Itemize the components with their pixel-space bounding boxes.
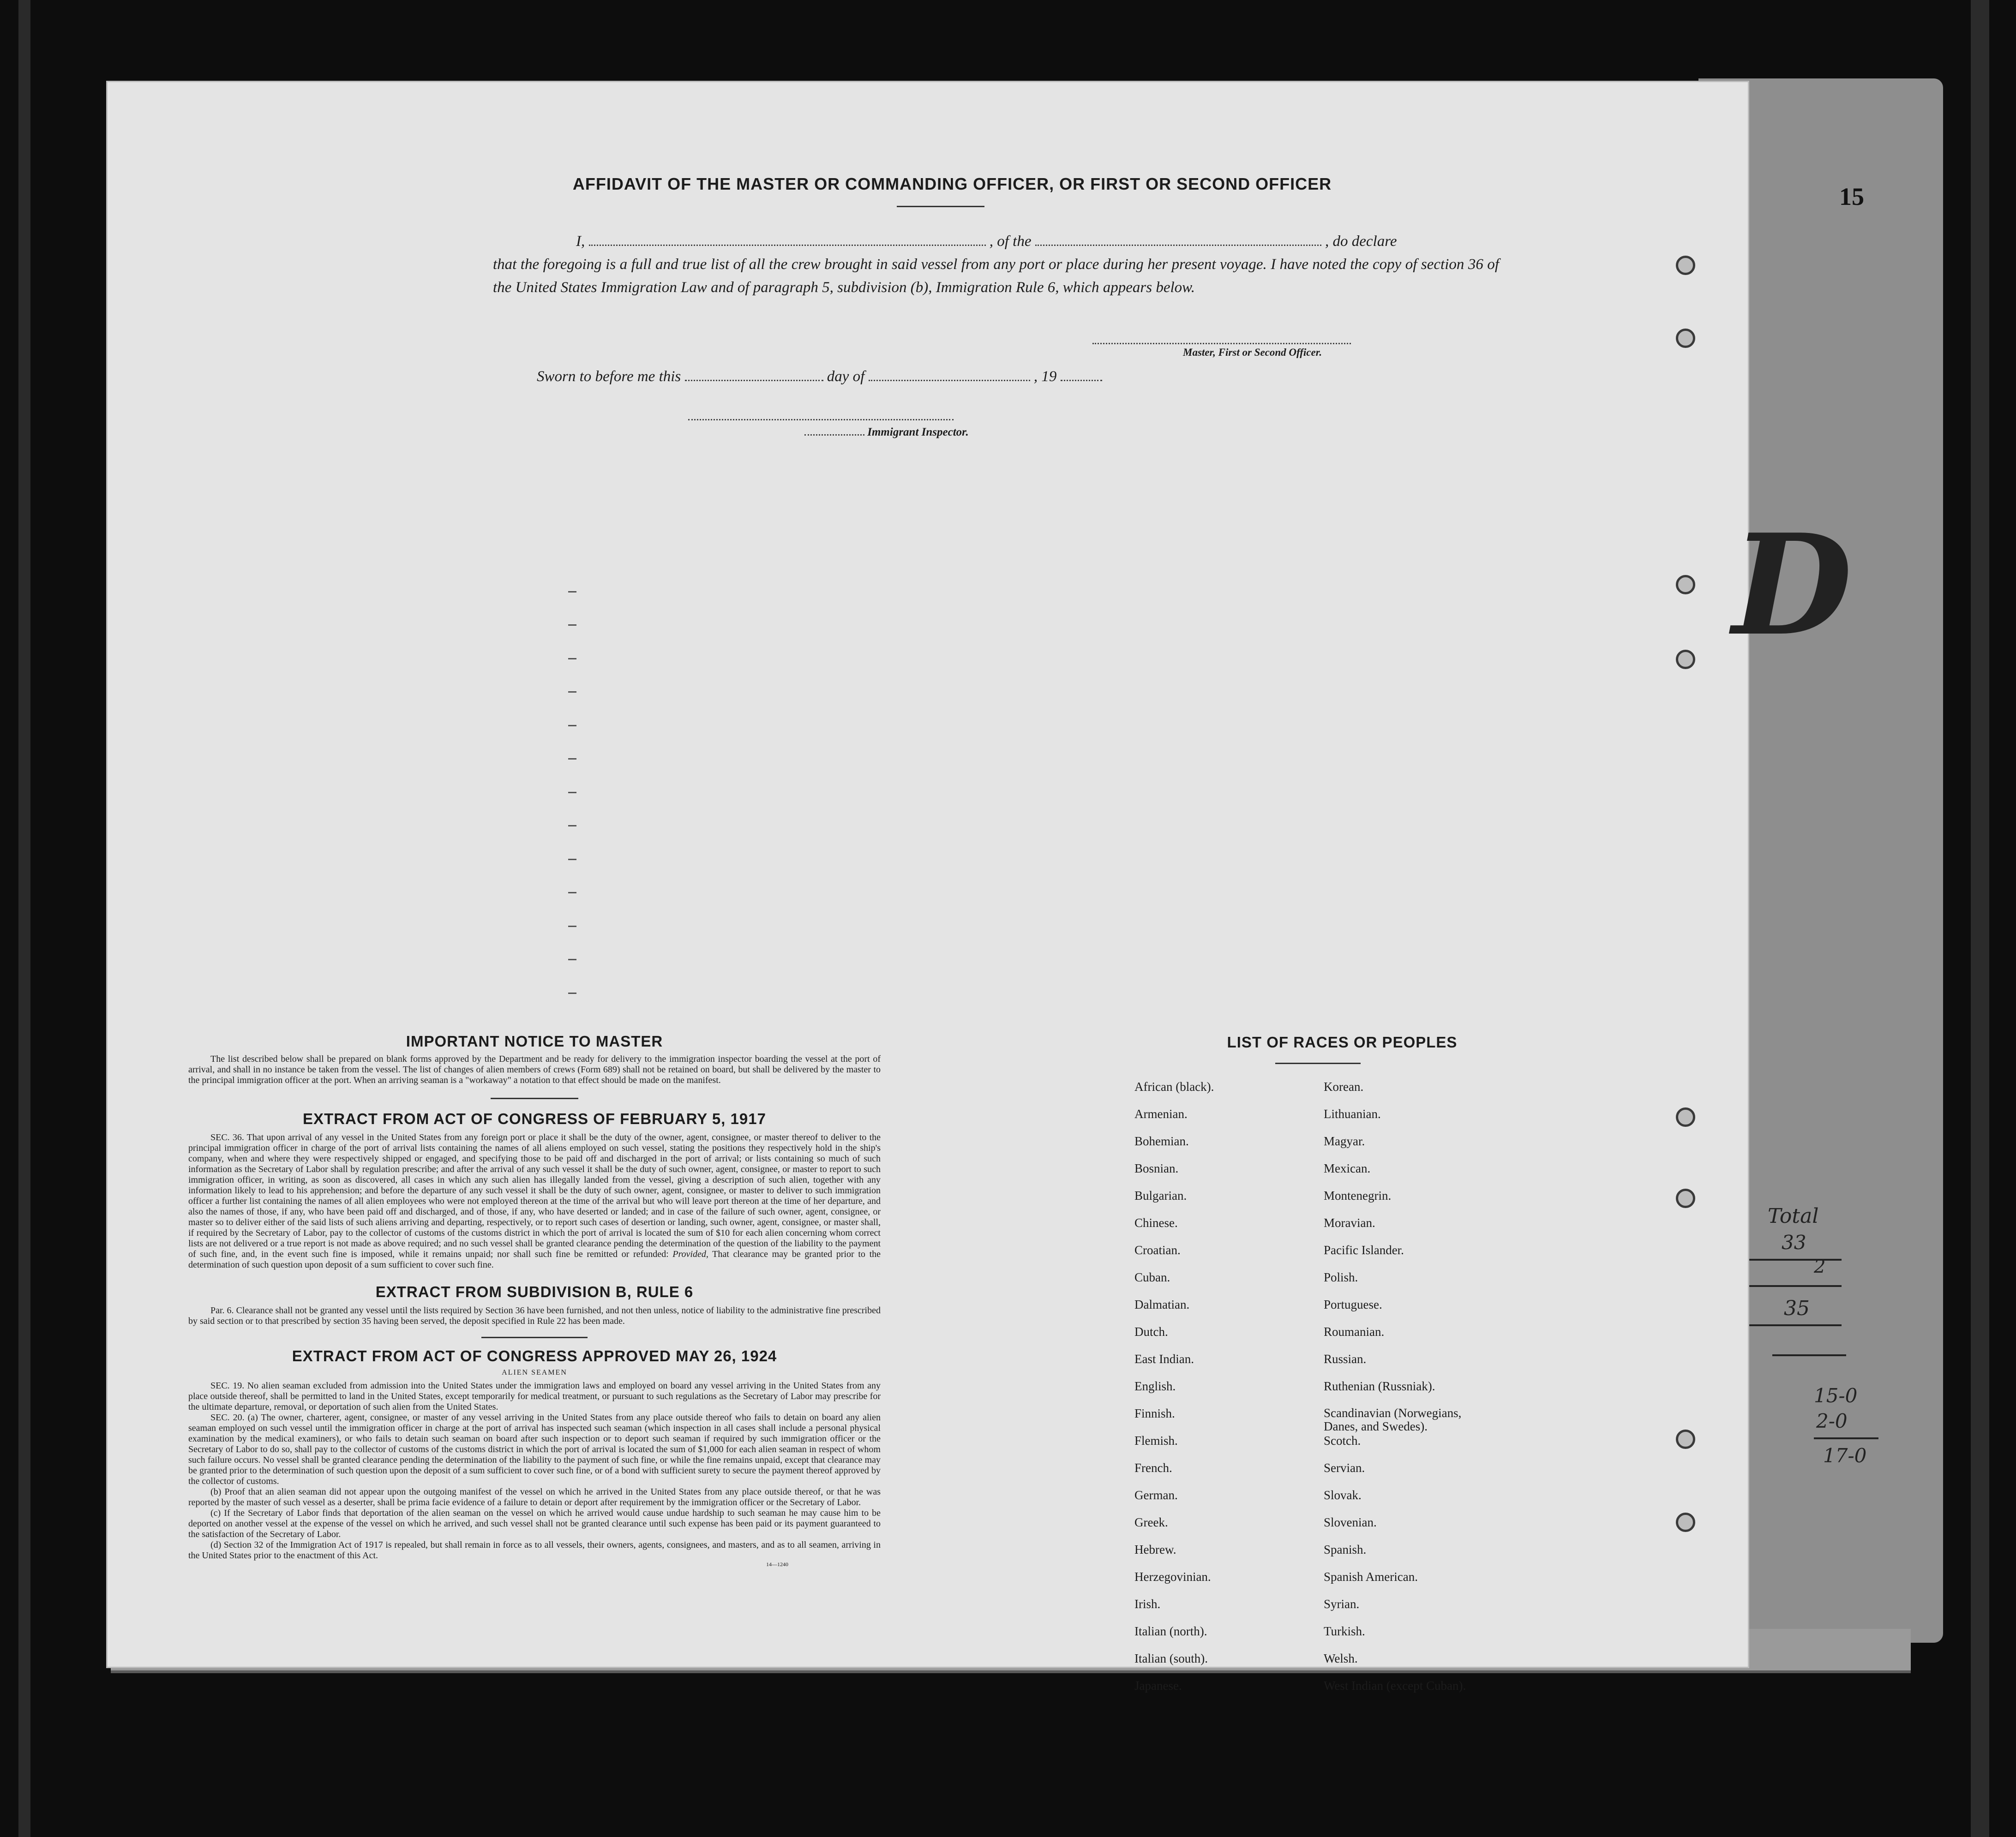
binder-hole (1676, 575, 1695, 594)
proviso-text: That clearance may be granted prior to the determination of such question upon deposit of a sum sufficient to cover such fine. (188, 1249, 881, 1270)
extract-1917-title: EXTRACT FROM ACT OF CONGRESS OF FEBRUARY 5, 1917 (303, 1110, 766, 1127)
ruled-dash (568, 792, 576, 793)
race-item: English. (1134, 1379, 1176, 1393)
handwritten-line-3: 35 (1784, 1297, 1810, 1320)
race-item: Roumanian. (1324, 1325, 1385, 1339)
extract-1924-title: EXTRACT FROM ACT OF CONGRESS APPROVED MAY 26, 1924 (292, 1347, 777, 1364)
race-item: Mexican. (1324, 1161, 1371, 1175)
race-item: Turkish. (1324, 1624, 1365, 1638)
handwritten-underline (1749, 1285, 1842, 1287)
race-item: Armenian. (1134, 1107, 1188, 1121)
handwritten-d: D (1732, 503, 1853, 666)
race-item: Chinese. (1134, 1216, 1178, 1230)
race-item: African (black). (1134, 1080, 1214, 1094)
ruled-dash (568, 926, 576, 927)
race-item: Finnish. (1134, 1406, 1175, 1420)
extract-1917-text (188, 1132, 881, 1270)
handwritten-total-value: 33 (1782, 1231, 1806, 1254)
form-number: 14—1240 (766, 1561, 788, 1568)
race-item: Bulgarian. (1134, 1189, 1187, 1203)
sworn-date-blank[interactable] (685, 375, 823, 381)
race-item: Montenegrin. (1324, 1189, 1392, 1203)
ruled-dash (568, 691, 576, 693)
handwritten-line-6: 17-0 (1823, 1444, 1867, 1467)
notice-title: IMPORTANT NOTICE TO MASTER (406, 1033, 663, 1050)
master-label: Master, First or Second Officer. (1183, 347, 1322, 358)
notice-text: The list described below shall be prepared on blank forms approved by the Department and be ready for delivery to the immigration inspector boarding the vessel at the port of arrival, and shall in no instance be taken from the vessel. The list of changes of alien members of crews (Form 689) shall not be retained on board, but shall be delivered by the master to the principal immigration officer at the port. When an arriving seaman is a "workaway" a notation to that effect should be made on the manifest. (188, 1054, 881, 1085)
race-item: French. (1134, 1461, 1172, 1475)
page-number: 15 (1839, 183, 1864, 210)
inspector-blank[interactable] (804, 430, 864, 436)
ruled-dash (568, 624, 576, 626)
handwritten-underline (1814, 1437, 1878, 1439)
race-item: Magyar. (1324, 1134, 1365, 1148)
inspector-label: Immigrant Inspector. (867, 426, 969, 438)
affidavit-statement (493, 230, 1499, 299)
section-divider (481, 1337, 588, 1338)
race-item: Scandinavian (Norwegians, Danes, and Swedes). (1324, 1406, 1462, 1433)
ruled-dash (568, 725, 576, 726)
race-item: Croatian. (1134, 1243, 1181, 1257)
races-column-2 (1324, 1080, 1490, 1706)
race-item: Slovak. (1324, 1488, 1362, 1502)
race-item: Korean. (1324, 1080, 1364, 1094)
race-item: Flemish. (1134, 1434, 1178, 1448)
sec-36-text: That upon arrival of any vessel in the United States from any foreign port or place it shall be the duty of the owner, agent, consignee, or master thereof to deliver to the principal immigration officer in charge of the port of arrival lists containing the names of all aliens employed on such vessel, stating the positions they respectively hold in the ship's company, when and where they were respectively shipped or engaged, and specifying those to be paid off and discharged in the port of arrival; or lists containing so much of such information as the Secretary of Labor shall by regulation prescribe; and after the arrival of any such vessel it shall be the duty of such owner, agent, consignee, or master to report to such immigration officer, in writing, as soon as discovered, all cases in which any such alien has illegally landed from the vessel, giving a description of such alien, together with any information likely to lead to his apprehension; and before the departure of any such vessel it shall be the duty of such owner, agent, consignee, or master to deliver to such immigration officer a further list containing the names of all alien employees who were not employed thereon at the time of the arrival but who will leave port thereon at the time of her departure, and also the names of those, if any, who have been paid off and discharged, and of those, if any, who have deserted or landed; and in case of the failure of such owner, agent, consignee, or master so to deliver either of the said lists of such aliens arriving and departing, respectively, or to report such cases of desertion or landing, such owner, agent, consignee, or master shall, if required by the Secretary of Labor, pay to the collector of customs of the customs district in which the port of arrival is located the sum of $10 for each alien concerning whom correct lists are not delivered or a true report is not made as above required; and no such vessel shall be granted clearance pending the determination of the question of the liability to the payment of such fine, and, in the event such fine is imposed, while it remains unpaid; nor shall such fine be remitted or refunded: (188, 1132, 881, 1259)
race-item: Greek. (1134, 1515, 1168, 1529)
handwritten-line-5: 2-0 (1816, 1410, 1848, 1432)
ruled-dash (568, 959, 576, 960)
sworn-month-blank[interactable] (869, 375, 1030, 381)
sec-20d-text: (d) Section 32 of the Immigration Act of 1917 is repealed, but shall remain in force as to all vessels, their owners, agents, consignees, and masters, and as to all seamen, arriving in the United States prior to the enactment of this Act. (188, 1540, 881, 1561)
race-item: Welsh. (1324, 1652, 1358, 1665)
sec-19-text: SEC. 19. No alien seaman excluded from admission into the United States under the immigration laws and employed on board any vessel arriving in the United States from any place outside thereof, shall be permitted to land in the United States, except temporarily for medical treatment, or pursuant to such regulations as the Secretary of Labor may prescribe for the ultimate departure, removal, or deportation of such alien from the United States. (188, 1381, 881, 1412)
scan-edge-right (1971, 0, 1989, 1837)
ruled-dash (568, 825, 576, 826)
ruled-dash (568, 658, 576, 659)
race-item: Spanish American. (1324, 1570, 1418, 1584)
of-the-label: , of the (989, 233, 1032, 250)
races-title-underline (1275, 1063, 1361, 1064)
alien-seamen-subtitle: ALIEN SEAMEN (502, 1369, 567, 1376)
affidavit-line-1 (493, 230, 1499, 253)
sec-20a-text: SEC. 20. (a) The owner, charterer, agent, consignee, or master of any vessel arriving in the United States from any place outside thereof who fails to detain on board any alien seaman employed on such vessel until the immigration officer in charge at the port of arrival has inspected such seaman (which inspection in all cases shall include a personal physical examination by the medical examiners), or who fails to detain such seaman on board after such inspection or to deport such seaman if required by such immigration officer or the Secretary of Labor to do so, shall pay to the collector of customs of the customs district in which the port of arrival is located the sum of $1,000 for each alien seaman in respect of whom such failure occurs. No vessel shall be granted clearance pending the determination of the liability to the payment of such fine, or while the fine remains unpaid, except that clearance may be granted prior to the determination of such question upon the deposit of a sum sufficient to cover such fine, or of a bond with sufficient surety to secure the payment thereof approved by the collector of customs. (188, 1412, 881, 1486)
race-item: Japanese. (1134, 1679, 1182, 1693)
sec-36-label: SEC. 36. (210, 1132, 244, 1143)
race-item: East Indian. (1134, 1352, 1194, 1366)
race-item: Spanish. (1324, 1543, 1367, 1556)
race-item: Polish. (1324, 1270, 1358, 1284)
race-item: Lithuanian. (1324, 1107, 1381, 1121)
title-underline (897, 206, 984, 207)
name-blank[interactable] (589, 240, 986, 246)
race-item: Portuguese. (1324, 1298, 1382, 1311)
ruled-dash (568, 591, 576, 592)
sec-20c-text: (c) If the Secretary of Labor finds that deportation of the alien seaman on the vessel on which he arrived would cause undue hardship to such seaman he may cause him to be deported on another vessel at the expense of the vessel on which he arrived, and such vessel shall not be granted clearance until such expense has been paid or its payment guaranteed to the satisfaction of the Secretary of Labor. (188, 1508, 881, 1539)
binder-hole (1676, 1513, 1695, 1532)
race-item: Russian. (1324, 1352, 1367, 1366)
binder-hole (1676, 1107, 1695, 1127)
races-title: LIST OF RACES OR PEOPLES (1227, 1034, 1458, 1051)
affidavit-title: AFFIDAVIT OF THE MASTER OR COMMANDING OFFICER, OR FIRST OR SECOND OFFICER (572, 174, 1332, 193)
race-item: Herzegovinian. (1134, 1570, 1211, 1584)
race-item: Bosnian. (1134, 1161, 1179, 1175)
notices-column (188, 1033, 881, 1568)
race-item: Servian. (1324, 1461, 1365, 1475)
race-item: Syrian. (1324, 1597, 1360, 1611)
year-label: , 19 (1033, 368, 1057, 385)
sworn-year-blank[interactable] (1061, 375, 1102, 381)
handwritten-underline (1749, 1324, 1842, 1326)
race-item: Dalmatian. (1134, 1298, 1190, 1311)
binder-hole (1676, 329, 1695, 348)
binder-hole (1676, 1430, 1695, 1449)
ruled-dash (568, 892, 576, 893)
race-item: Moravian. (1324, 1216, 1375, 1230)
race-item: Bohemian. (1134, 1134, 1189, 1148)
affidavit-i-label: I, (576, 233, 585, 250)
ruled-dash (568, 993, 576, 994)
race-item: Pacific Islander. (1324, 1243, 1404, 1257)
race-item: Irish. (1134, 1597, 1161, 1611)
race-item: Hebrew. (1134, 1543, 1176, 1556)
proviso-label: Provided, (672, 1249, 708, 1259)
binder-hole (1676, 256, 1695, 275)
race-item: Scotch. (1324, 1434, 1361, 1448)
handwritten-total-label: Total (1768, 1204, 1819, 1228)
binder-hole (1676, 650, 1695, 669)
ruled-dash (568, 859, 576, 860)
sec-20b-text: (b) Proof that an alien seaman did not appear upon the outgoing manifest of the vessel on which he arrived in the United States from any place outside thereof, or that he was reported by the master of such vessel as a deserter, shall be prima facie evidence of a failure to detain or deport after requirement by the immigration officer or the Secretary of Labor. (188, 1487, 881, 1508)
race-item: Cuban. (1134, 1270, 1170, 1284)
handwritten-line-4: 15-0 (1814, 1384, 1858, 1407)
race-item: German. (1134, 1488, 1178, 1502)
extract-rule6-text: Par. 6. Clearance shall not be granted any vessel until the lists required by Section 36 have been furnished, and not then unless, notice of liability to the administrative fine prescribed by said section or to that prescribed by section 35 having been served, the deposit specified in Rule 22 has been made. (188, 1305, 881, 1326)
do-declare-label: , do declare (1325, 233, 1397, 250)
sworn-label: Sworn to before me this (537, 368, 681, 385)
sworn-line (537, 368, 1102, 385)
day-of-label: day of (827, 368, 865, 385)
handwritten-underline (1749, 1259, 1842, 1261)
race-item: Slovenian. (1324, 1515, 1377, 1529)
extract-rule6-title: EXTRACT FROM SUBDIVISION B, RULE 6 (375, 1283, 694, 1300)
binder-hole (1676, 1189, 1695, 1208)
inspector-label-row (804, 426, 969, 439)
race-item: West Indian (except Cuban). (1324, 1679, 1466, 1693)
section-divider (491, 1098, 578, 1099)
handwritten-line-2: 2 (1814, 1256, 1826, 1277)
scan-edge-left (18, 0, 30, 1837)
affidavit-body: that the foregoing is a full and true list of all the crew brought in said vessel from any port or place during her present voyage. I have noted the copy of section 36 of the United States Immigration Law and of paragraph 5, subdivision (b), Immigration Rule 6, which appears below. (493, 256, 1499, 296)
ruled-dash (568, 758, 576, 760)
vessel-blank[interactable] (1035, 240, 1321, 246)
race-item: Dutch. (1134, 1325, 1168, 1339)
master-signature-line[interactable] (1092, 343, 1351, 344)
inspector-signature-line[interactable] (688, 419, 954, 420)
race-item: Ruthenian (Russniak). (1324, 1379, 1435, 1393)
races-column-1 (1134, 1080, 1214, 1706)
race-item: Italian (south). (1134, 1652, 1208, 1665)
handwritten-underline (1772, 1354, 1846, 1356)
race-item: Italian (north). (1134, 1624, 1207, 1638)
